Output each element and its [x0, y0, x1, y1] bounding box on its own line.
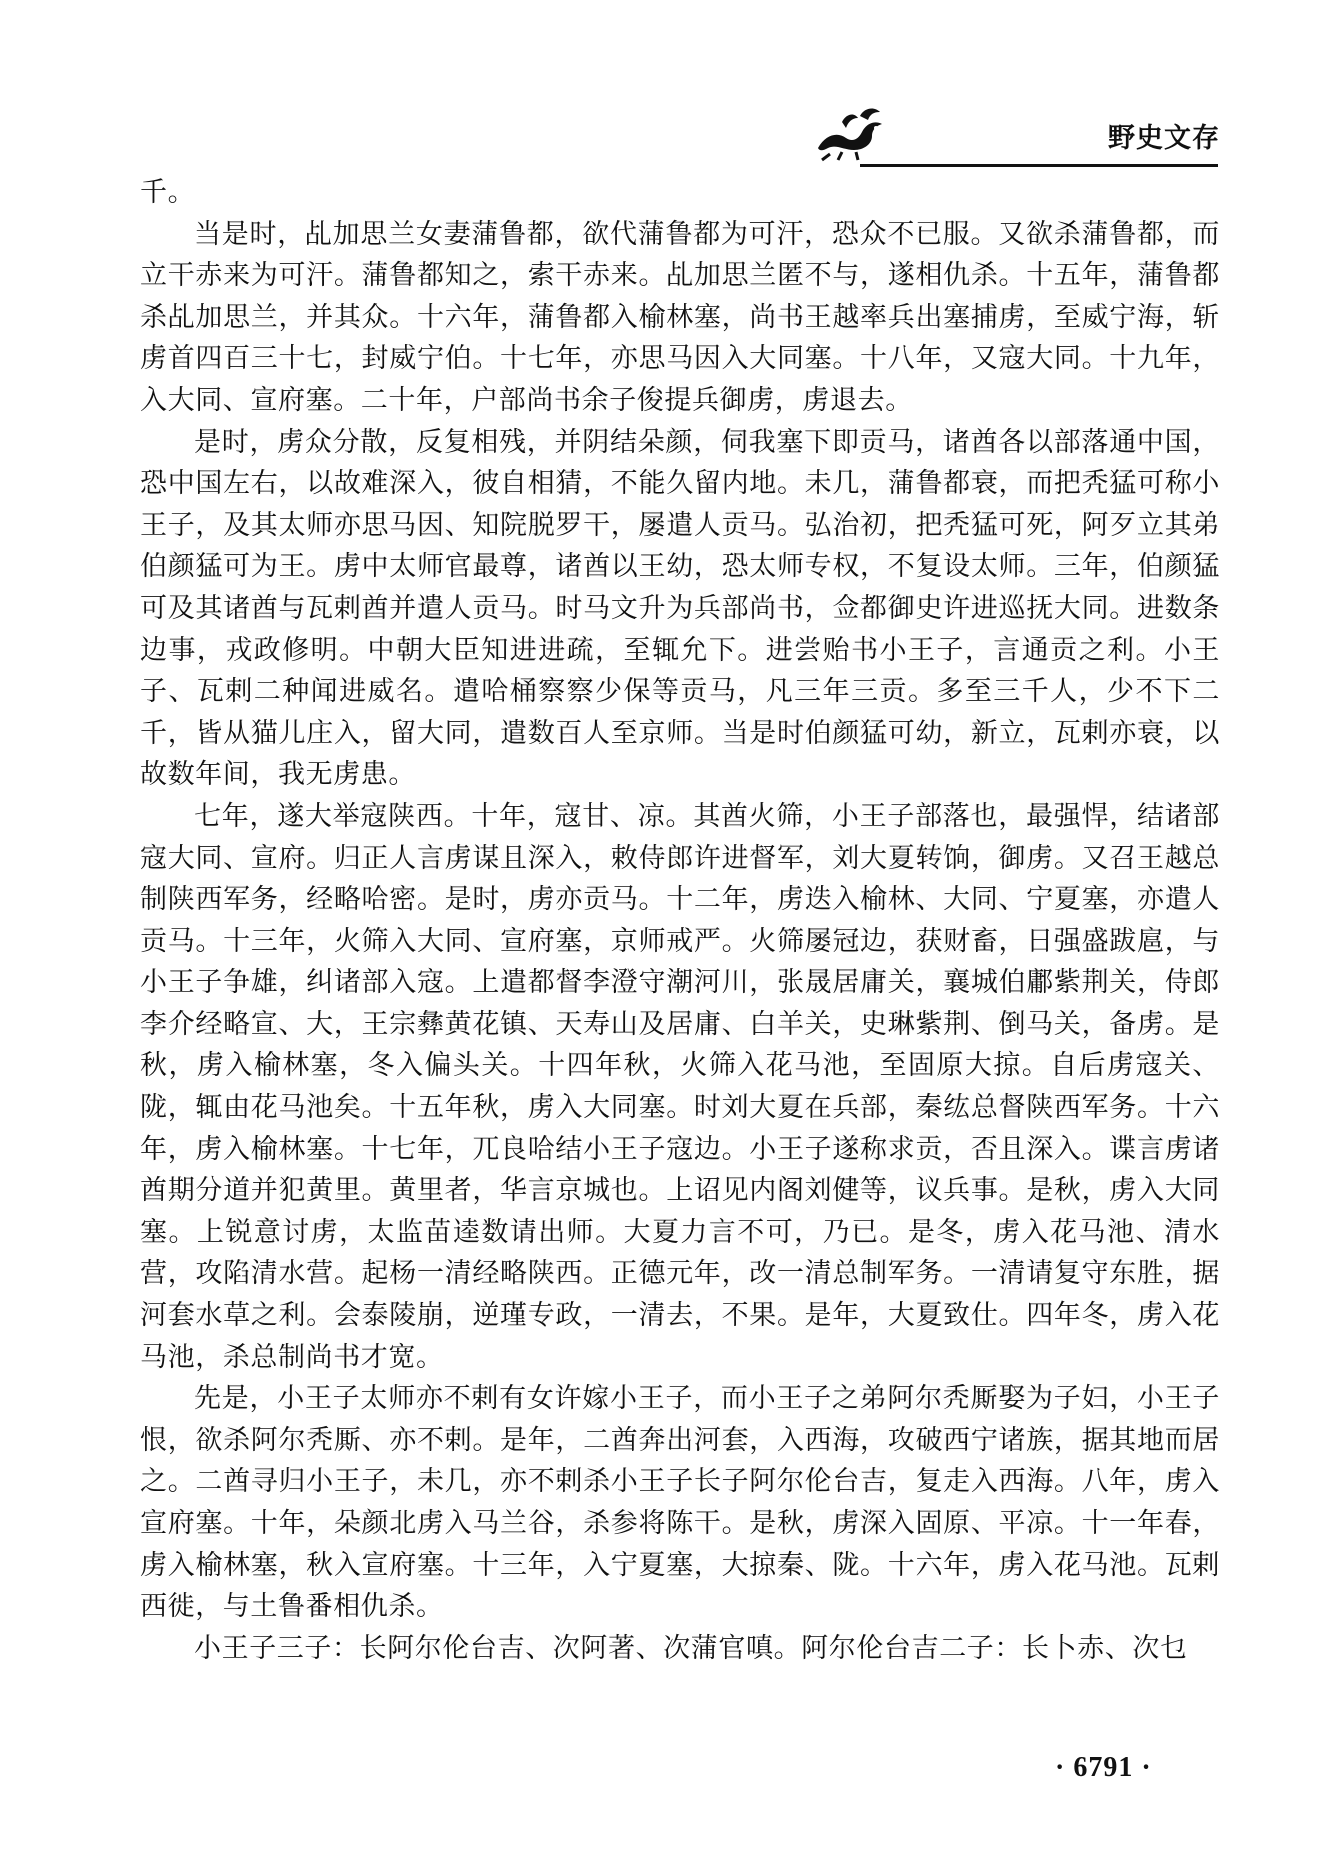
series-title: 野史文存 [1108, 123, 1220, 154]
paragraph: 先是，小王子太师亦不剌有女许嫁小王子，而小王子之弟阿尔秃厮娶为子妇，小王子恨，欲杀阿尔秃厮、亦不剌。是年，二酋奔出河套，入西海，攻破西宁诸族，据其地而居之。二酋寻归小王子，未几，亦不剌杀小王子长子阿尔伦台吉，复走入西海。八年，虏入宣府塞。十年，朵颜北虏入马兰谷，杀参将陈干。是秋，虏深入固原、平凉。十一年春，虏入榆林塞，秋入宣府塞。十三年，入宁夏塞，大掠秦、陇。十六年，虏入花马池。瓦剌西徙，与土鲁番相仇杀。 [140, 1383, 1220, 1623]
paragraph: 小王子三子：长阿尔伦台吉、次阿著、次蒲官嗔。阿尔伦台吉二子：长卜赤、次乜 [194, 1632, 1188, 1664]
paragraph-continuation: 千。 [140, 177, 196, 208]
header-rule [860, 164, 1218, 167]
paragraph: 当是时，乩加思兰女妻蒲鲁都，欲代蒲鲁都为可汗，恐众不已服。又欲杀蒲鲁都，而立干赤来为可汗。蒲鲁都知之，索干赤来。乩加思兰匿不与，遂相仇杀。十五年，蒲鲁都杀乩加思兰，并其众。十六年，蒲鲁都入榆林塞，尚书王越率兵出塞捕虏，至威宁海，斩虏首四百三十七，封威宁伯。十七年，亦思马因入大同塞。十八年，又寇大同。十九年，入大同、宣府塞。二十年，户部尚书余子俊提兵御虏，虏退去。 [140, 218, 1220, 416]
dragon-emblem-icon [812, 104, 888, 162]
paragraph: 七年，遂大举寇陕西。十年，寇甘、凉。其酋火筛，小王子部落也，最强悍，结诸部寇大同、宣府。归正人言虏谋且深入，敕侍郎许进督军，刘大夏转饷，御虏。又召王越总制陕西军务，经略哈密。是时，虏亦贡马。十二年，虏迭入榆林、大同、宁夏塞，亦遣人贡马。十三年，火筛入大同、宣府塞，京师戒严。火筛屡冠边，获财畜，日强盛跋扈，与小王子争雄，纠诸部入寇。上遣都督李澄守潮河川，张晟居庸关，襄城伯鄘紫荆关，侍郎李介经略宣、大，王宗彝黄花镇、天寿山及居庸、白羊关，史琳紫荆、倒马关，备虏。是秋，虏入榆林塞，冬入偏头关。十四年秋，火筛入花马池，至固原大掠。自后虏寇关、陇，辄由花马池矣。十五年秋，虏入大同塞。时刘大夏在兵部，秦纮总督陕西军务。十六年，虏入榆林塞。十七年，兀良哈结小王子寇边。小王子遂称求贡，否且深入。谍言虏诸酋期分道并犯黄里。黄里者，华言京城也。上诏见内阁刘健等，议兵事。是秋，虏入大同塞。上锐意讨虏，太监苗逵数请出师。大夏力言不可，乃已。是冬，虏入花马池、清水营，攻陷清水营。起杨一清经略陕西。正德元年，改一清总制军务。一清请复守东胜，据河套水草之利。会泰陵崩，逆瑾专政，一清去，不果。是年，大夏致仕。四年冬，虏入花马池，杀总制尚书才宽。 [140, 800, 1220, 1373]
paragraph: 是时，虏众分散，反复相残，并阴结朵颜，伺我塞下即贡马，诸酋各以部落通中国，恐中国左右，以故难深入，彼自相猜，不能久留内地。未几，蒲鲁都衰，而把秃猛可称小王子，及其太师亦思马因、知院脱罗干，屡遣人贡马。弘治初，把秃猛可死，阿歹立其弟伯颜猛可为王。虏中太师官最尊，诸酋以王幼，恐太师专权，不复设太师。三年，伯颜猛可及其诸酋与瓦剌酋并遣人贡马。时马文升为兵部尚书，佥都御史许进巡抚大同。进数条边事，戎政修明。中朝大臣知进进疏，至辄允下。进尝贻书小王子，言通贡之利。小王子、瓦剌二种闻进威名。遣哈桶察察少保等贡马，凡三年三贡。多至三千人，少不下二千，皆从猫儿庄入，留大同，遣数百人至京师。当是时伯颜猛可幼，新立，瓦剌亦衰，以故数年间，我无虏患。 [140, 426, 1220, 791]
body-text [140, 172, 1220, 1669]
page-number: · 6791 · [1055, 1752, 1152, 1783]
running-head [790, 98, 1220, 168]
